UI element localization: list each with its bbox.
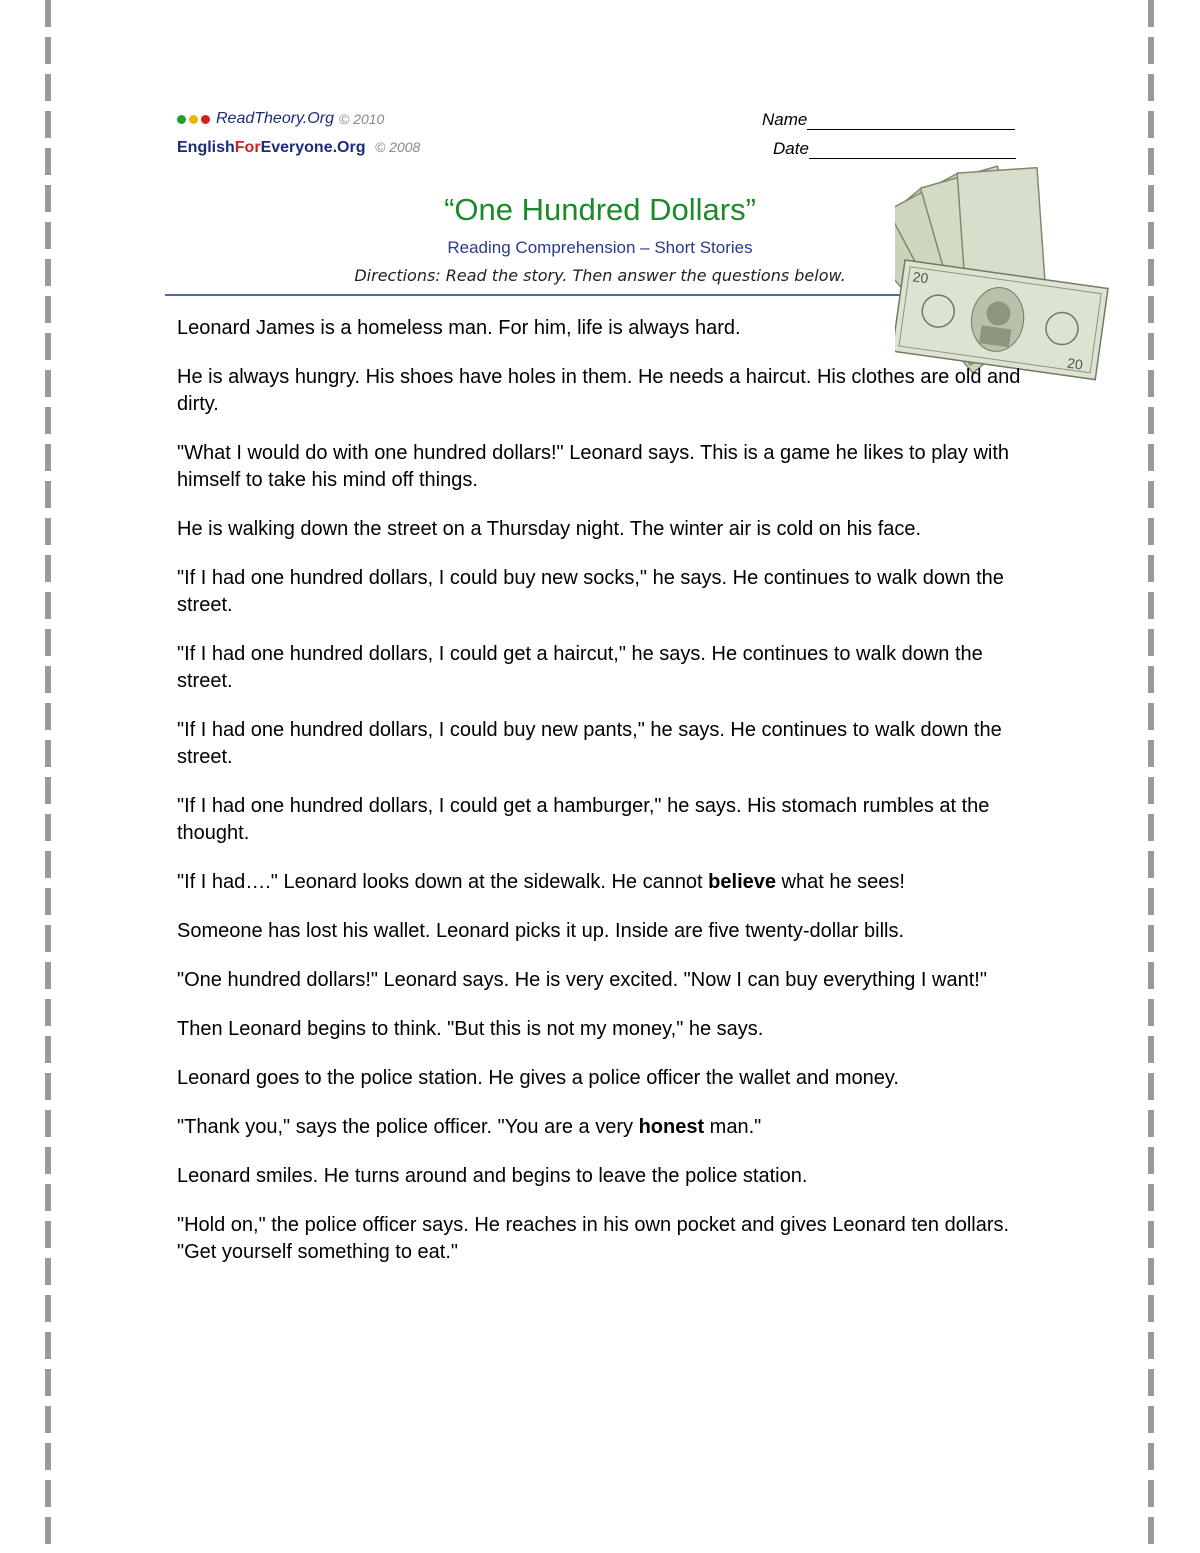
green-dot-icon [177, 115, 186, 124]
svg-text:20: 20 [911, 268, 930, 287]
story-body [177, 315, 1027, 1288]
page-edge-right [1148, 0, 1154, 1553]
story-paragraph: "If I had one hundred dollars, I could get a haircut," he says. He continues to walk down the street. [177, 643, 983, 692]
brand2-for: For [234, 139, 261, 156]
brand-copyright: © 2010 [338, 111, 385, 127]
readtheory-logo [177, 110, 384, 128]
name-field[interactable] [762, 110, 1015, 130]
story-text: "If I had…." Leonard looks down at the sidewalk. He cannot [177, 871, 709, 893]
name-label: Name [762, 110, 808, 129]
englishforeveryone-logo [177, 139, 420, 157]
story-title: “One Hundred Dollars” [444, 192, 756, 227]
story-paragraph: "What I would do with one hundred dollars!" Leonard says. This is a game he likes to play with himself to take his mind off things. [177, 442, 1010, 491]
red-dot-icon [201, 115, 210, 124]
story-paragraph [177, 869, 1027, 896]
story-paragraph: Leonard goes to the police station. He gives a police officer the wallet and money. [177, 1067, 899, 1089]
name-blank-line[interactable] [807, 111, 1015, 130]
vocab-word-honest: honest [638, 1116, 705, 1138]
brand2-everyone: Everyone.Org [260, 139, 366, 156]
story-paragraph: "If I had one hundred dollars, I could buy new socks," he says. He continues to walk down the street. [177, 567, 1004, 616]
story-paragraph: "If I had one hundred dollars, I could get a hamburger," he says. His stomach rumbles at the thought. [177, 795, 990, 844]
directions-text: Directions: Read the story. Then answer the questions below. [354, 266, 846, 285]
svg-text:20: 20 [1066, 354, 1084, 373]
story-text: man." [704, 1116, 762, 1138]
story-paragraph: "If I had one hundred dollars, I could buy new pants," he says. He continues to walk down the street. [177, 719, 1002, 768]
story-paragraph [177, 1114, 1027, 1141]
header-divider [165, 294, 925, 296]
story-paragraph: Then Leonard begins to think. "But this is not my money," he says. [177, 1018, 764, 1040]
brand-theory: Theory.Org [254, 110, 334, 127]
story-paragraph: "One hundred dollars!" Leonard says. He is very excited. "Now I can buy everything I want!" [177, 969, 987, 991]
story-paragraph: Leonard James is a homeless man. For him, life is always hard. [177, 317, 741, 339]
story-text: "Thank you," says the police officer. "You are a very [177, 1116, 639, 1138]
traffic-light-dots-icon [177, 115, 210, 124]
story-paragraph: "Hold on," the police officer says. He reaches in his own pocket and gives Leonard ten dollars. "Get yourself something to eat." [177, 1214, 1010, 1263]
date-label: Date [773, 139, 809, 158]
brand2-copyright: © 2008 [374, 139, 421, 155]
brand2-english: English [177, 139, 235, 156]
story-text: what he sees! [776, 871, 905, 893]
yellow-dot-icon [189, 115, 198, 124]
story-paragraph: He is walking down the street on a Thursday night. The winter air is cold on his face. [177, 518, 922, 540]
vocab-word-believe: believe [708, 871, 776, 893]
story-paragraph: He is always hungry. His shoes have holes in them. He needs a haircut. His clothes are old and dirty. [177, 366, 1021, 415]
brand-read: Read [216, 110, 255, 127]
page-edge-left [45, 0, 51, 1553]
story-paragraph: Leonard smiles. He turns around and begins to leave the police station. [177, 1165, 808, 1187]
story-subtitle: Reading Comprehension – Short Stories [447, 238, 753, 257]
story-paragraph: Someone has lost his wallet. Leonard picks it up. Inside are five twenty-dollar bills. [177, 920, 905, 942]
